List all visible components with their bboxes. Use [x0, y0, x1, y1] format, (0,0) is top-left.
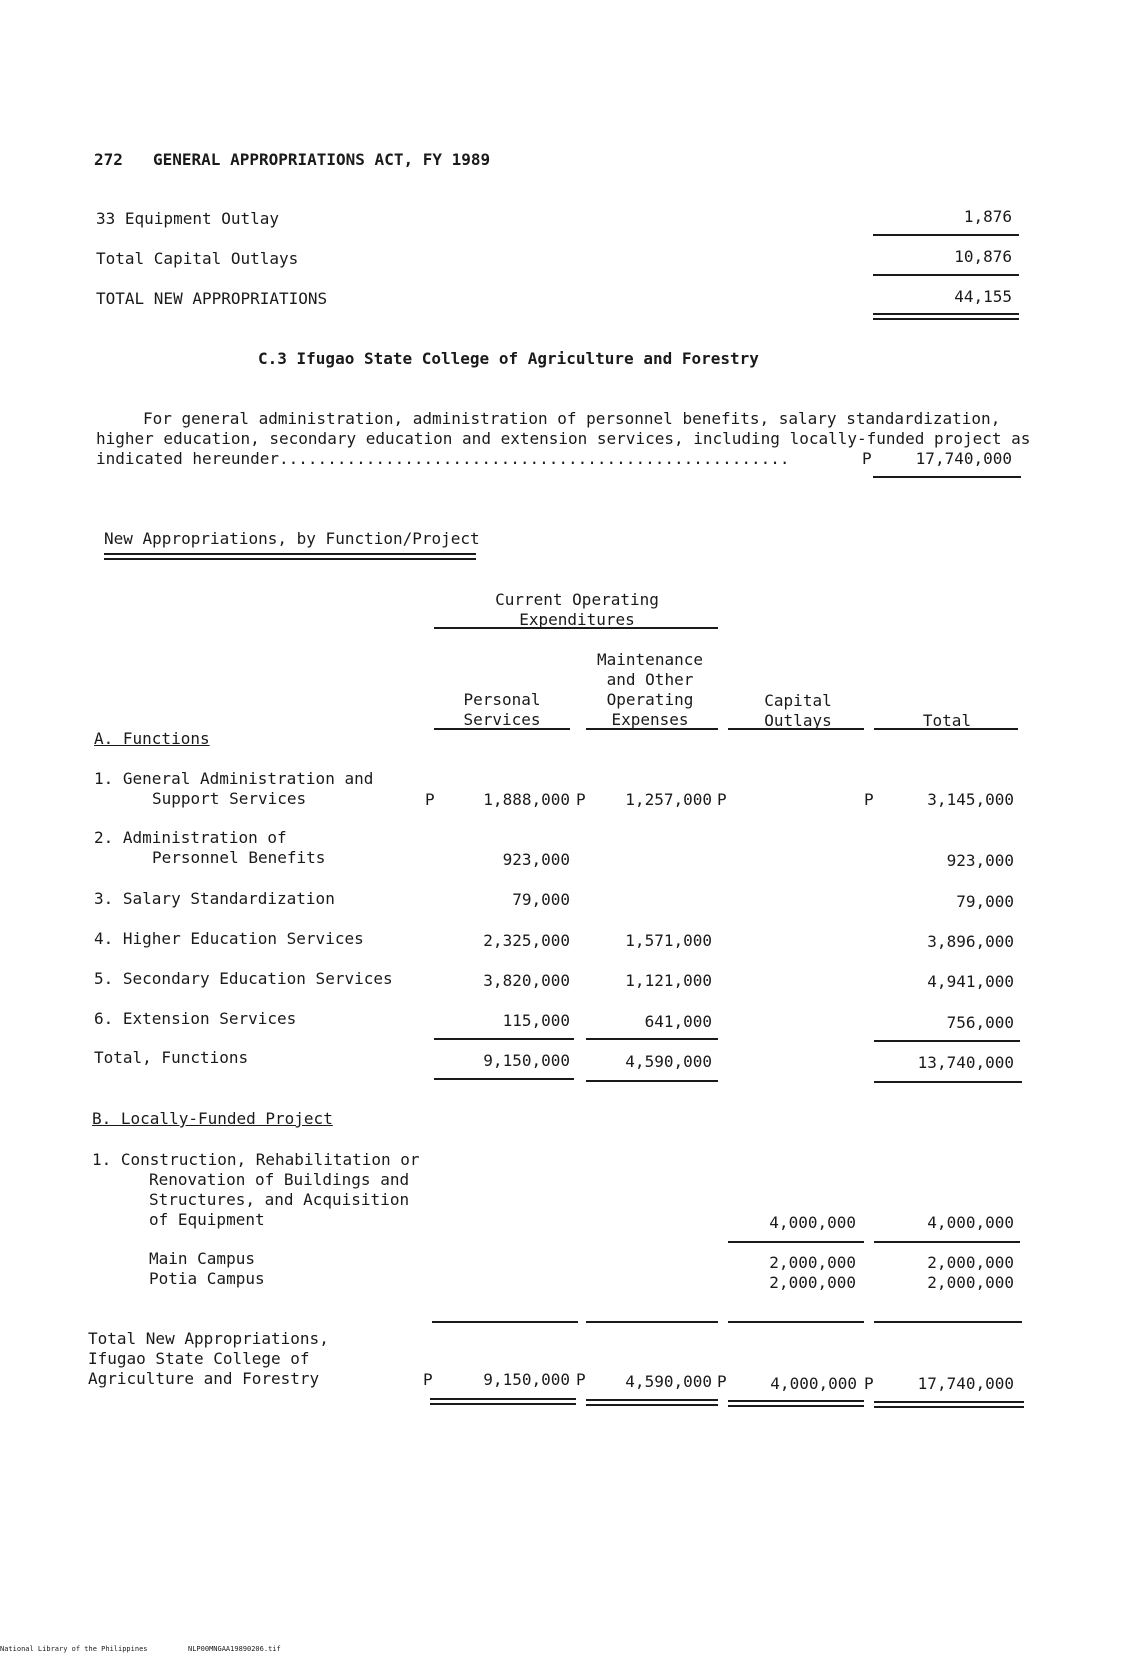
- function-6-ps: 115,000: [502, 1011, 570, 1030]
- section-title: C.3 Ifugao State College of Agriculture and Forestry: [258, 349, 759, 368]
- total-capital-outlays-value: 10,876: [954, 247, 1012, 266]
- rule: [873, 234, 1019, 236]
- group-header-line-1: Current Operating: [495, 590, 659, 609]
- rule: [874, 1321, 1022, 1323]
- rule: [434, 1078, 574, 1080]
- rule: [586, 1321, 718, 1323]
- function-1-mooe: 1,257,000: [625, 790, 712, 809]
- purpose-line-3: indicated hereunder.....................................................: [96, 449, 790, 468]
- function-2-label-line-1: 2. Administration of: [94, 828, 287, 847]
- potia-campus-label: Potia Campus: [149, 1269, 265, 1288]
- function-1-label-line-2: Support Services: [152, 789, 307, 808]
- main-campus-total: 2,000,000: [927, 1253, 1014, 1272]
- grand-total-label-line-1: Total New Appropriations,: [88, 1329, 329, 1348]
- functions-heading: A. Functions: [94, 729, 210, 748]
- function-3-total: 79,000: [956, 892, 1014, 911]
- double-rule: [873, 313, 1019, 320]
- function-6-total: 756,000: [946, 1013, 1014, 1032]
- grand-total-ps: 9,150,000: [483, 1370, 570, 1389]
- rule: [873, 476, 1021, 478]
- co-header-line-2: Outlays: [764, 711, 832, 730]
- functions-total-total: 13,740,000: [917, 1053, 1014, 1072]
- functions-total-ps: 9,150,000: [483, 1051, 570, 1070]
- currency-marker: P: [425, 790, 435, 809]
- function-6-mooe: 641,000: [644, 1012, 712, 1031]
- double-rule: [874, 1401, 1024, 1408]
- rule: [434, 1038, 574, 1040]
- function-4-ps: 2,325,000: [483, 931, 570, 950]
- function-2-total: 923,000: [946, 851, 1014, 870]
- grand-total-total: 17,740,000: [917, 1374, 1014, 1393]
- table-caption: New Appropriations, by Function/Project: [104, 529, 480, 548]
- function-5-mooe: 1,121,000: [625, 971, 712, 990]
- purpose-currency: P: [862, 449, 872, 468]
- rule: [432, 1321, 578, 1323]
- double-rule: [104, 553, 476, 560]
- library-footer: National Library of the Philippines: [0, 1645, 148, 1653]
- rule: [728, 1321, 864, 1323]
- grand-total-label-line-3: Agriculture and Forestry: [88, 1369, 320, 1388]
- function-4-mooe: 1,571,000: [625, 931, 712, 950]
- total-capital-outlays-label: Total Capital Outlays: [96, 249, 299, 268]
- project-total: 4,000,000: [927, 1213, 1014, 1232]
- currency-marker: P: [576, 1370, 586, 1389]
- ps-header-line-1: Personal: [463, 690, 541, 709]
- equipment-outlay-label: 33 Equipment Outlay: [96, 209, 280, 228]
- project-label-line-1: 1. Construction, Rehabilitation or: [92, 1150, 420, 1169]
- rule: [728, 728, 864, 730]
- currency-marker: P: [717, 790, 727, 809]
- rule: [873, 274, 1019, 276]
- double-rule: [586, 1399, 718, 1406]
- rule: [874, 1040, 1020, 1042]
- currency-marker: P: [576, 790, 586, 809]
- grand-total-mooe: 4,590,000: [625, 1372, 712, 1391]
- grand-total-label-line-2: Ifugao State College of: [88, 1349, 310, 1368]
- project-label-line-4: of Equipment: [149, 1210, 265, 1229]
- total-header: Total: [922, 711, 972, 730]
- functions-total-mooe: 4,590,000: [625, 1052, 712, 1071]
- rule: [728, 1241, 864, 1243]
- function-5-label: 5. Secondary Education Services: [94, 969, 393, 988]
- project-label-line-3: Structures, and Acquisition: [149, 1190, 410, 1209]
- rule: [874, 728, 1018, 730]
- act-title: GENERAL APPROPRIATIONS ACT, FY 1989: [153, 150, 491, 169]
- function-4-total: 3,896,000: [927, 932, 1014, 951]
- mooe-header-line-4: Expenses: [611, 710, 689, 729]
- equipment-outlay-value: 1,876: [963, 207, 1012, 226]
- page-number: 272: [94, 150, 123, 169]
- function-3-label: 3. Salary Standardization: [94, 889, 335, 908]
- project-label-line-2: Renovation of Buildings and: [149, 1170, 410, 1189]
- function-1-label-line-1: 1. General Administration and: [94, 769, 374, 788]
- currency-marker: P: [864, 790, 874, 809]
- function-2-ps: 923,000: [502, 850, 570, 869]
- function-2-label-line-2: Personnel Benefits: [152, 848, 326, 867]
- co-header-line-1: Capital: [764, 691, 832, 710]
- rule: [434, 728, 570, 730]
- double-rule: [430, 1398, 576, 1405]
- ps-header-line-2: Services: [463, 710, 541, 729]
- currency-marker: P: [864, 1374, 874, 1393]
- mooe-header-line-2: and Other: [606, 670, 694, 689]
- currency-marker: P: [423, 1370, 433, 1389]
- functions-total-label: Total, Functions: [94, 1048, 249, 1067]
- potia-campus-co: 2,000,000: [769, 1273, 856, 1292]
- total-new-appropriations-value: 44,155: [954, 287, 1012, 306]
- purpose-line-1: For general administration, administration of personnel benefits, salary standardization,: [143, 409, 1001, 428]
- purpose-amount: 17,740,000: [915, 449, 1012, 468]
- double-rule: [728, 1400, 864, 1407]
- rule: [434, 627, 718, 629]
- grand-total-co: 4,000,000: [770, 1374, 857, 1393]
- rule: [874, 1241, 1020, 1243]
- rule: [586, 728, 718, 730]
- function-5-total: 4,941,000: [927, 972, 1014, 991]
- currency-marker: P: [717, 1372, 727, 1391]
- group-header-line-2: Expenditures: [519, 610, 635, 629]
- function-1-ps: 1,888,000: [483, 790, 570, 809]
- main-campus-label: Main Campus: [149, 1249, 255, 1268]
- total-new-appropriations-label: TOTAL NEW APPROPRIATIONS: [96, 289, 328, 308]
- function-5-ps: 3,820,000: [483, 971, 570, 990]
- purpose-line-2: higher education, secondary education and extension services, including locally-funded project as: [96, 429, 1031, 448]
- function-3-ps: 79,000: [512, 890, 570, 909]
- function-4-label: 4. Higher Education Services: [94, 929, 364, 948]
- main-campus-co: 2,000,000: [769, 1253, 856, 1272]
- rule: [586, 1080, 718, 1082]
- rule: [586, 1038, 718, 1040]
- file-footer: NLP00MNGAA19890206.tif: [188, 1645, 281, 1653]
- function-6-label: 6. Extension Services: [94, 1009, 297, 1028]
- potia-campus-total: 2,000,000: [927, 1273, 1014, 1292]
- project-heading: B. Locally-Funded Project: [92, 1109, 333, 1128]
- mooe-header-line-3: Operating: [606, 690, 694, 709]
- function-1-total: 3,145,000: [927, 790, 1014, 809]
- rule: [874, 1081, 1022, 1083]
- mooe-header-line-1: Maintenance: [597, 650, 703, 669]
- project-co: 4,000,000: [769, 1213, 856, 1232]
